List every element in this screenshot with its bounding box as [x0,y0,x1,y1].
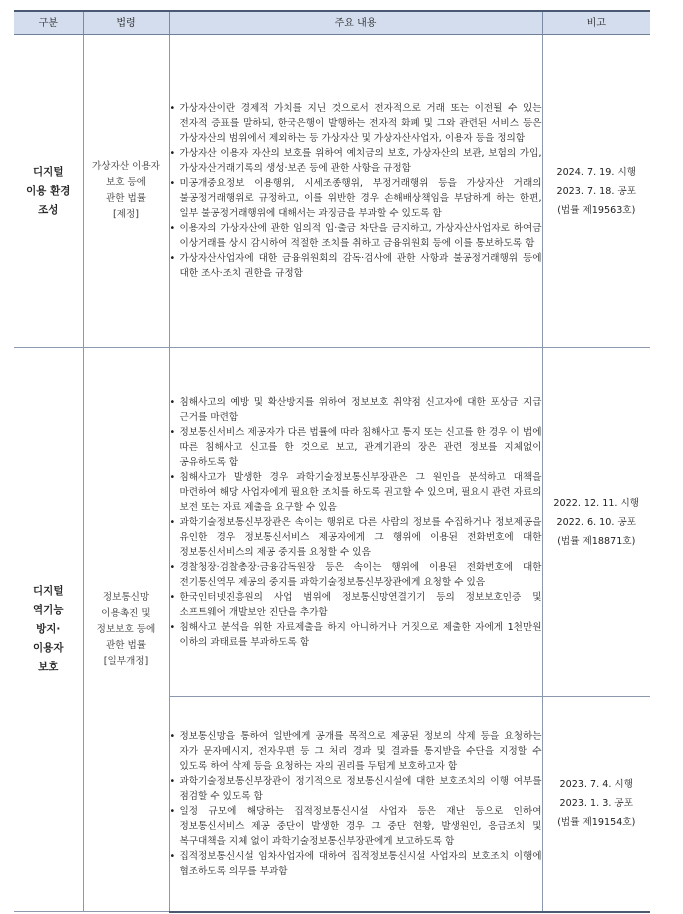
category-line: 디지털 [33,165,64,178]
list-item: • 한국인터넷진흥원의 사업 범위에 정보통신망연결기기 등의 정보보호인증 및 소프트웨어 개발보안 진단을 추가함 [170,590,542,620]
note-cell [542,348,650,697]
category-line: 조성 [38,203,59,216]
content-cell [169,697,542,912]
note-line: 2022. 12. 11. 시행 [553,497,640,509]
category-line: 보호 [38,661,59,673]
header-row [14,11,650,35]
list-item: • 가상자산이란 경제적 가치를 지닌 것으로서 전자적으로 거래 또는 이전될 수 있는 전자적 증표를 말하되, 한국은행이 발행하는 전자적 화폐 및 그와 관련된 서비스 등은 가상자산의 범위에서 제외하는 등 가상자산 및 가상자산사업자, 이용자 등을 정의함 [170,101,542,146]
list-item: • 침해사고의 예방 및 확산방지를 위하여 정보보호 취약점 신고자에 대한 포상금 지급 근거를 마련함 [170,395,542,425]
law-line: [제정] [112,209,140,220]
law-table [14,10,650,913]
note-cell [542,697,650,912]
category-line: 방지· [36,623,61,635]
header-law: 법령 [83,11,169,35]
note-line: 2022. 6. 10. 공포 [556,516,637,528]
law-line: 정보통신망 [102,591,150,603]
list-item: • 집적정보통신시설 임차사업자에 대하여 집적정보통신시설 사업자의 보호조치 이행에 협조하도록 의무를 부과함 [170,849,542,879]
category-cell [14,35,83,348]
header-content: 주요 내용 [169,11,542,35]
note-line: 2023. 7. 18. 공포 [556,185,637,197]
law-cell [83,35,169,348]
content-list [170,729,542,879]
table-row [14,348,650,697]
note-line: (법률 제19563호) [557,204,636,216]
law-line: 관한 법률 [105,193,147,204]
list-item: • 일정 규모에 해당하는 집적정보통신시설 사업자 등은 재난 등으로 인하여 정보통신서비스 제공 중단이 발생한 경우 그 중단 현황, 발생원인, 응급조치 및 복구대책을 지체 없이 과학기술정보통신부장관에게 보고하도록 함 [170,804,542,849]
list-item: • 침해사고 분석을 위한 자료제출을 하지 아니하거나 거짓으로 제출한 자에게 1천만원 이하의 과태료를 부과하도록 함 [170,620,542,650]
law-line: 보호 등에 [105,177,147,188]
law-line: 정보보호 등에 [96,623,156,635]
list-item: • 이용자의 가상자산에 관한 임의적 입·출금 차단을 금지하고, 가상자산사업자로 하여금 이상거래를 상시 감시하여 적절한 조치를 취하고 금융위원회 등에 이를 통보하도록 함 [170,221,542,251]
note-line: 2023. 7. 4. 시행 [559,779,633,791]
law-line: 관한 법률 [105,639,147,651]
law-line: 가상자산 이용자 [92,161,160,172]
category-line: 디지털 [33,585,64,597]
content-cell [169,348,542,697]
note-line: 2023. 1. 3. 공포 [559,798,633,810]
list-item: • 가상자산사업자에 대한 금융위원회의 감독·검사에 관한 사항과 불공정거래행위 등에 대한 조사·조치 권한을 규정함 [170,251,542,281]
table-row [14,35,650,348]
category-line: 이용 환경 [26,184,71,197]
law-line: [일부개정] [103,655,149,667]
list-item: • 과학기술정보통신부장관이 정기적으로 정보통신시설에 대한 보호조치의 이행 여부를 점검할 수 있도록 함 [170,774,542,804]
law-cell [83,348,169,912]
list-item: • 침해사고가 발생한 경우 과학기술정보통신부장관은 그 원인을 분석하고 대책을 마련하여 해당 사업자에게 필요한 조치를 하도록 권고할 수 있으며, 필요시 관련 자료의 보전 또는 자료 제출을 요구할 수 있음 [170,470,542,515]
list-item: • 미공개중요정보 이용행위, 시세조종행위, 부정거래행위 등을 가상자산 거래의 불공정거래행위로 규정하고, 이를 위반한 경우 손해배상책임을 부담하게 하는 한편, 일부 불공정거래행위에 대해서는 과징금을 부과할 수 있도록 함 [170,176,542,221]
note-line: 2024. 7. 19. 시행 [556,166,637,178]
header-note: 비고 [542,11,650,35]
list-item: • 정보통신망을 통하여 일반에게 공개를 목적으로 제공된 정보의 삭제 등을 요청하는 자가 문자메시지, 전자우편 등 그 처리 경과 및 결과를 통지받을 수단을 지정할 수 있도록 하여 삭제 등을 요청하는 자의 권리를 두텁게 보호하고자 함 [170,729,542,774]
list-item: • 가상자산 이용자 자산의 보호를 위하여 예치금의 보호, 가상자산의 보관, 보험의 가입, 가상자산거래기록의 생성·보존 등에 관한 사항을 규정함 [170,146,542,176]
content-list [170,101,542,281]
content-cell [169,35,542,348]
category-line: 이용자 [33,642,64,654]
header-category: 구분 [14,11,83,35]
list-item: • 정보통신서비스 제공자가 다른 법률에 따라 침해사고 통지 또는 신고를 한 경우 이 법에 따른 침해사고 신고를 한 것으로 보고, 관계기관의 장은 관련 정보를 지체없이 공유하도록 함 [170,425,542,470]
law-line: 이용촉진 및 [101,607,151,619]
note-cell [542,35,650,348]
list-item: • 경찰청장·검찰총장·금융감독원장 등은 속이는 행위에 이용된 전화번호에 대한 전기통신역무 제공의 중지를 과학기술정보통신부장관에게 요청할 수 있음 [170,560,542,590]
list-item: • 과학기술정보통신부장관은 속이는 행위로 다른 사람의 정보를 수집하거나 정보제공을 유인한 경우 정보통신서비스 제공자에게 그 행위에 이용된 전화번호에 대한 정보통신서비스의 제공 중지를 요청할 수 있음 [170,515,542,560]
note-line: (법률 제18871호) [557,535,636,547]
category-line: 역기능 [33,604,64,616]
note-line: (법률 제19154호) [557,817,636,829]
content-list [170,395,542,650]
category-cell [14,348,83,912]
